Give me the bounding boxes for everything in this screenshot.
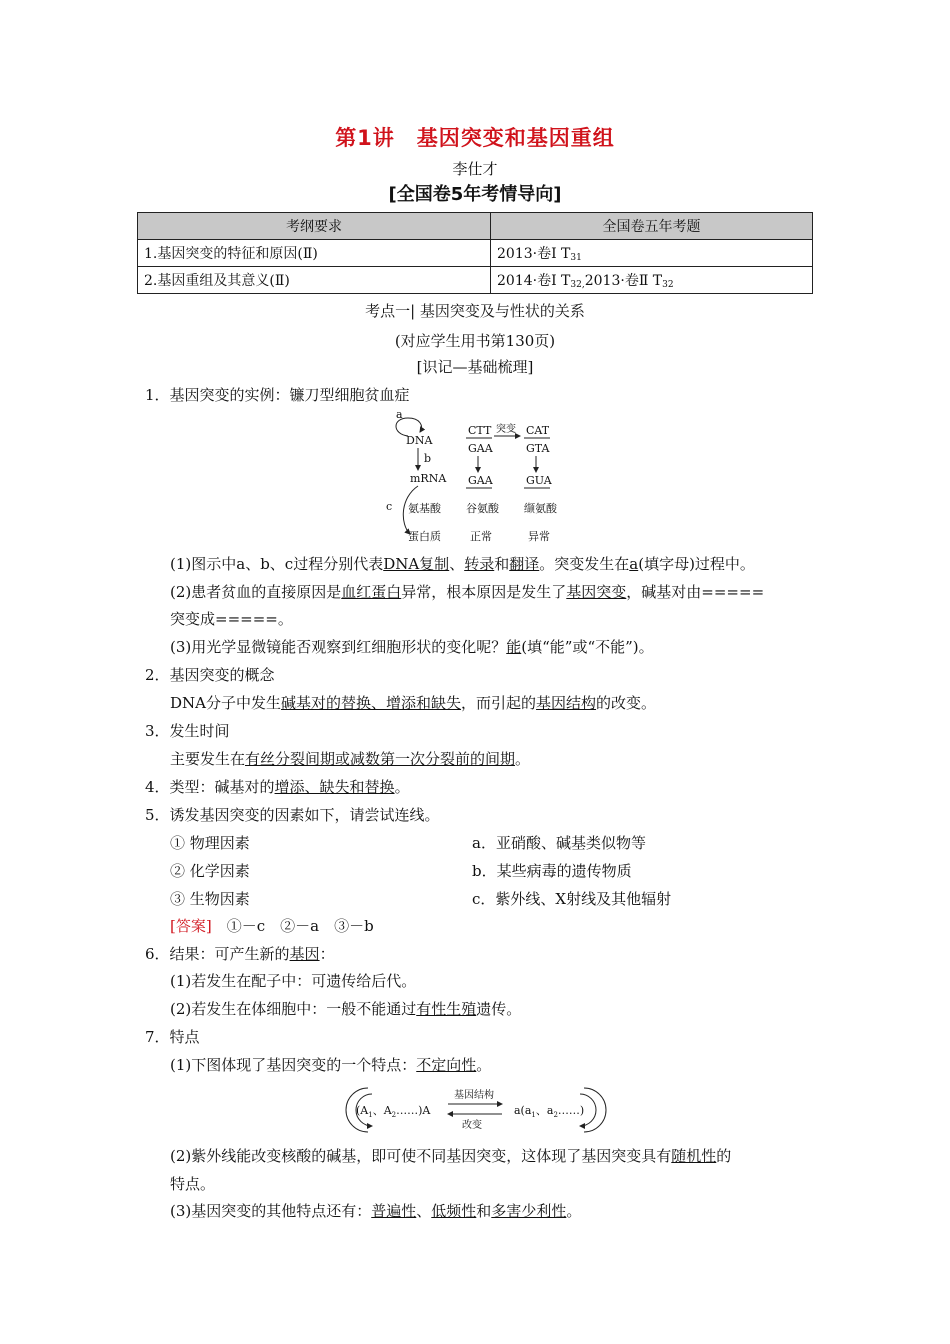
label-cat: CAT [526,424,550,437]
label-gene-structure: 基因结构 [454,1090,494,1101]
label-a: a [396,408,403,421]
item2-body: DNA分子中发生碱基对的替换、增添和缺失，而引起的基因结构的改变。 [170,694,657,712]
factor-right: a．亚硝酸、碱基类似物等 [472,834,646,852]
table-header-row [138,213,813,240]
label-ctt: CTT [468,424,492,437]
table-header-cell: 考纲要求 [138,213,491,240]
sickle-cell-diagram [380,406,580,546]
label-mrna: mRNA [410,472,447,485]
item7-l2-cont: 特点。 [170,1175,216,1193]
answer-tag: [答案] [170,917,212,935]
item3-heading: 3．发生时间 [145,722,230,740]
item2-heading: 2．基因突变的概念 [145,666,275,684]
factor-right: c．紫外线、X射线及其他辐射 [472,890,672,908]
label-normal: 正常 [470,530,492,543]
table-cell: 2013·卷Ⅰ $T_{31}$ [491,240,813,267]
page-title: 第1讲 基因突变和基因重组 [335,126,615,150]
guide-title: [全国卷5年考情导向] [388,184,562,205]
item7-l3: (3)基因突变的其他特点还有：普遍性、低频性和多害少利性。 [170,1202,582,1220]
label-gta: GTA [526,442,550,455]
item1-q1: (1)图示中a、b、c过程分别代表DNA复制、转录和翻译。突变发生在a(填字母)过程中。 [170,555,755,573]
item7-l2: (2)紫外线能改变核酸的碱基，即可使不同基因突变，这体现了基因突变具有随机性的 [170,1147,732,1165]
label-dna: DNA [406,434,433,447]
item6-heading: 6．结果：可产生新的基因： [145,945,335,963]
item3-body: 主要发生在有丝分裂间期或减数第一次分裂前的间期。 [170,750,531,768]
item1-q2-cont: 突变成=====。 [170,610,293,628]
table-header-cell: 全国卷五年考题 [491,213,813,240]
author: 李仕才 [452,160,498,178]
label-change: 改变 [462,1120,482,1131]
item6-l2: (2)若发生在体细胞中：一般不能通过有性生殖遗传。 [170,1000,522,1018]
item7-heading: 7．特点 [145,1028,200,1046]
factor-left: ② 化学因素 [170,862,250,880]
item5-heading: 5．诱发基因突变的因素如下，请尝试连线。 [145,806,440,824]
factor-left: ① 物理因素 [170,834,250,852]
label-amino: 氨基酸 [408,502,441,515]
alleles-left: ($A_1$、$A_2\dots\dots)A$ [356,1104,431,1119]
label-abnormal: 异常 [528,530,550,543]
item1-q3: (3)用光学显微镜能否观察到红细胞形状的变化呢？能(填“能”或“不能”)。 [170,638,654,656]
exam-table [137,212,813,294]
label-c: c [386,500,393,513]
mutation-direction-diagram [338,1082,618,1138]
section-title: 考点一| 基因突变及与性状的关系 [365,302,585,320]
factor-left: ③ 生物因素 [170,890,250,908]
table-cell: 2014·卷Ⅰ $T_{32,}2013\cdot$卷Ⅱ $T_{32}$ [491,267,813,294]
item6-l1: (1)若发生在配子中：可遗传给后代。 [170,972,417,990]
item1-q2: (2)患者贫血的直接原因是血红蛋白异常，根本原因是发生了基因突变，碱基对由===== [170,583,765,601]
label-protein: 蛋白质 [408,530,441,543]
label-val: 缬氨酸 [524,502,557,515]
item7-l1: (1)下图体现了基因突变的一个特点：不定向性。 [170,1056,492,1074]
label-b: b [424,452,432,465]
factor-right: b．某些病毒的遗传物质 [472,862,632,880]
item1-heading: 1．基因突变的实例：镰刀型细胞贫血症 [145,386,410,404]
table-row [138,240,813,267]
section-ref: (对应学生用书第130页) [394,332,556,350]
item4-body: 4．类型：碱基对的增添、缺失和替换。 [145,778,410,796]
label-gaa2: GAA [468,474,493,487]
item5-answer: [答案] ①－c ②－a ③－b [170,917,374,935]
table-cell: 1.基因突变的特征和原因(Ⅱ) [138,240,491,267]
alleles-right: $a(a_1$、$a_2\dots\dots$) [514,1104,585,1119]
section-tag: [识记—基础梳理] [416,358,534,376]
table-cell: 2.基因重组及其意义(Ⅱ) [138,267,491,294]
label-mutation: 突变 [496,424,516,435]
label-gua: GUA [526,474,552,487]
label-glu: 谷氨酸 [466,502,499,515]
label-gaa1: GAA [468,442,493,455]
table-row [138,267,813,294]
